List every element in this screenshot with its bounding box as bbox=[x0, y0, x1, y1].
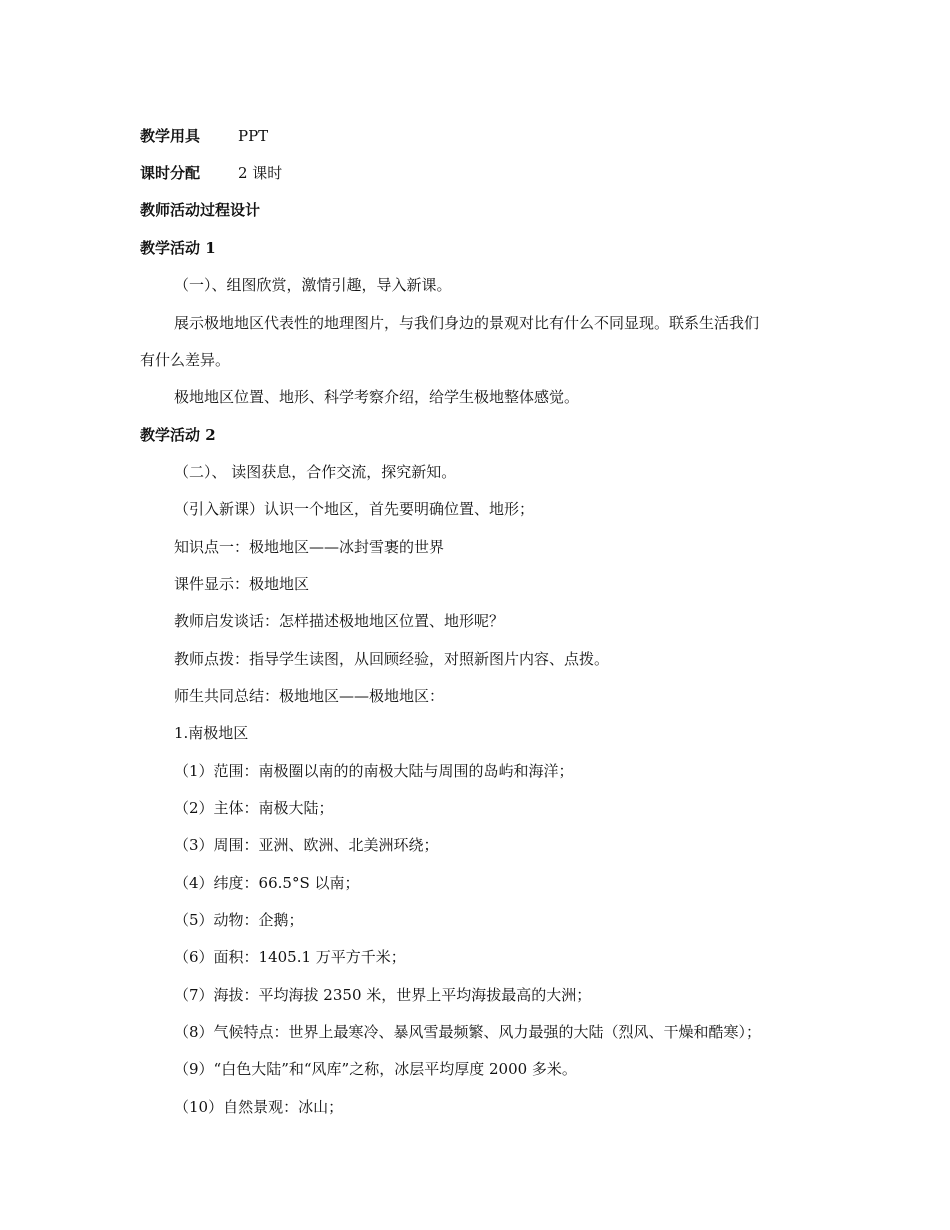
antarctic-item: （7）海拔：平均海拔 2350 米，世界上平均海拔最高的大洲； bbox=[174, 986, 592, 1004]
activity2-line: 师生共同总结：极地地区——极地地区： bbox=[174, 687, 445, 705]
antarctic-item: （6）面积：1405.1 万平方千米； bbox=[174, 948, 406, 966]
activity2-line: 教师点拨：指导学生读图，从回顾经验，对照新图片内容、点拨。 bbox=[174, 650, 610, 668]
activity2-line: 知识点一：极地地区——冰封雪裹的世界 bbox=[174, 538, 445, 556]
antarctic-item: （10）自然景观：冰山； bbox=[174, 1098, 344, 1116]
antarctic-item: （2）主体：南极大陆； bbox=[174, 799, 334, 817]
activity2-line: 教师启发谈话：怎样描述极地地区位置、地形呢？ bbox=[174, 612, 505, 630]
antarctic-item: （9）“白色大陆”和“风库”之称，冰层平均厚度 2000 多米。 bbox=[174, 1060, 577, 1078]
activity2-heading: 教学活动 2 bbox=[140, 426, 216, 444]
lesson-allocation-label: 课时分配 bbox=[140, 164, 201, 182]
activity2-line: 课件显示：极地地区 bbox=[174, 575, 310, 593]
teaching-tools-value: PPT bbox=[238, 127, 269, 145]
antarctic-heading: 1.南极地区 bbox=[174, 724, 249, 742]
section-title: 教师活动过程设计 bbox=[140, 201, 261, 219]
antarctic-item: （8）气候特点：世界上最寒冷、暴风雪最频繁、风力最强的大陆（烈风、干燥和酷寒）； bbox=[174, 1023, 762, 1041]
lesson-allocation-value: 2 课时 bbox=[238, 164, 283, 182]
activity1-paragraph-3: 极地地区位置、地形、科学考察介绍，给学生极地整体感觉。 bbox=[174, 388, 580, 406]
activity1-paragraph-2-line-2: 有什么差异。 bbox=[140, 351, 231, 369]
teaching-tools-label: 教学用具 bbox=[140, 127, 201, 145]
activity2-line: （二）、 读图获息，合作交流，探究新知。 bbox=[174, 463, 457, 481]
antarctic-item: （1）范围：南极圈以南的的南极大陆与周围的岛屿和海洋； bbox=[174, 762, 574, 780]
antarctic-item: （5）动物：企鹅； bbox=[174, 911, 304, 929]
antarctic-item: （3）周围：亚洲、欧洲、北美洲环绕； bbox=[174, 836, 439, 854]
activity1-paragraph-2-line-1: 展示极地地区代表性的地理图片，与我们身边的景观对比有什么不同显现。联系生活我们 bbox=[174, 314, 760, 332]
activity1-paragraph-1: （一）、组图欣赏，激情引趣，导入新课。 bbox=[174, 276, 452, 294]
antarctic-item: （4）纬度：66.5°S 以南； bbox=[174, 874, 360, 892]
activity2-line: （引入新课）认识一个地区，首先要明确位置、地形； bbox=[174, 500, 535, 518]
activity1-heading: 教学活动 1 bbox=[140, 239, 216, 257]
